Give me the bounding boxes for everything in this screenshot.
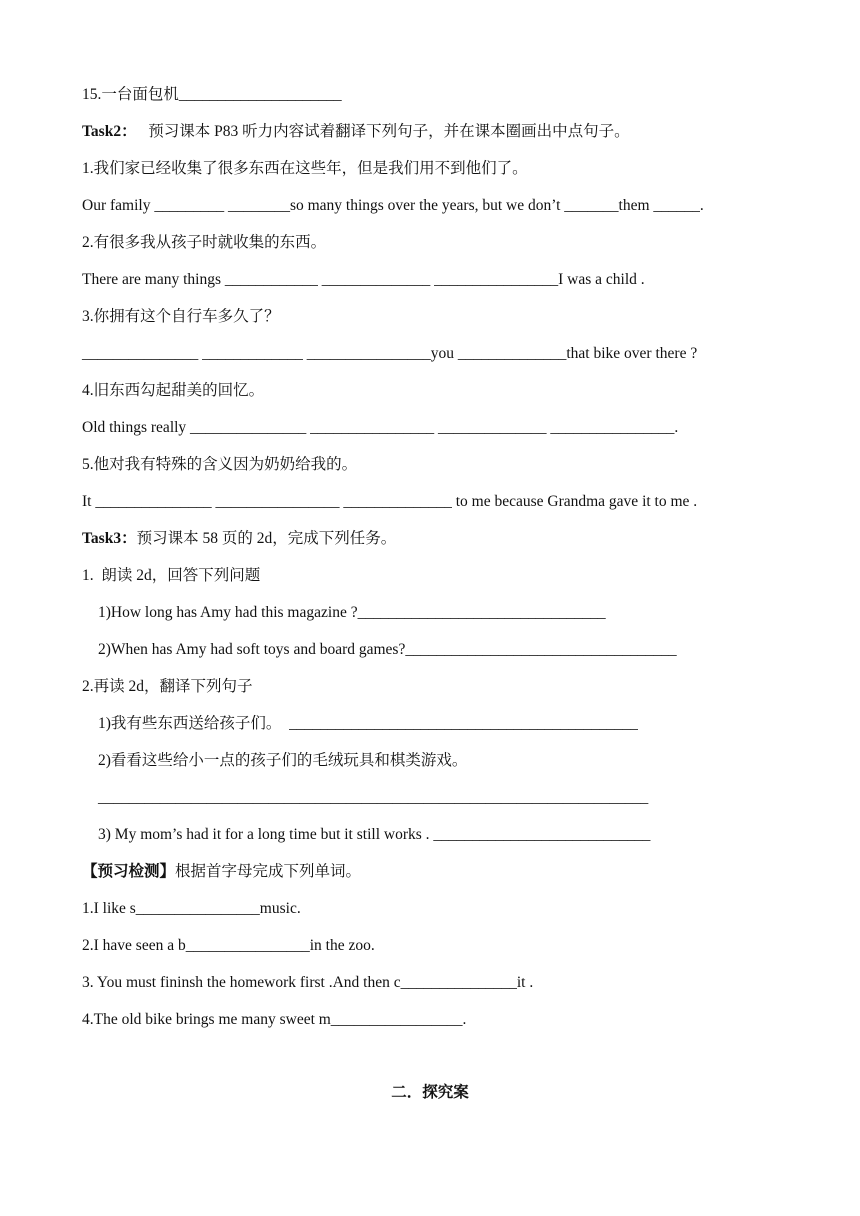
sentence-3-chinese: 3.你拥有这个自行车多久了？ xyxy=(82,308,280,325)
preview-check-text: 根据首字母完成下列单词。 xyxy=(175,863,362,880)
translate-2: 2)看看这些给小一点的孩子们的毛绒玩具和棋类游戏。 xyxy=(98,752,468,769)
task3-step-1: 1. 朗读 2d，回答下列问题 xyxy=(82,567,261,584)
sentence-2-chinese: 2.有很多我从孩子时就收集的东西。 xyxy=(82,234,327,251)
word-3: 3. You must fininsh the homework first .And then c_______________it . xyxy=(82,974,534,991)
sentence-4-english: Old things really _______________ ________________ ______________ ________________. xyxy=(82,419,679,436)
sentence-1-english: Our family _________ ________so many things over the years, but we don’t _______them ______. xyxy=(82,197,704,214)
preview-check-label: 【预习检测】 xyxy=(82,863,176,880)
task2-label: Task2： xyxy=(82,123,137,140)
task3-text: 预习课本 58 页的 2d，完成下列任务。 xyxy=(136,530,397,547)
sentence-5-english: It _______________ ________________ ______________ to me because Grandma gave it to me . xyxy=(82,493,698,510)
word-2: 2.I have seen a b________________in the zoo. xyxy=(82,937,375,954)
sentence-2-english: There are many things ____________ ______________ ________________I was a child . xyxy=(82,271,645,288)
translate-2-answer-line: _______________________________________________________________________ xyxy=(98,789,649,806)
word-4: 4.The old bike brings me many sweet m_________________. xyxy=(82,1011,467,1028)
preview-check-heading xyxy=(82,862,361,882)
question-1: 1)How long has Amy had this magazine ?________________________________ xyxy=(98,604,606,621)
question-2: 2)When has Amy had soft toys and board games?___________________________________ xyxy=(98,641,677,658)
section-title: 二．探究案 xyxy=(391,1084,469,1101)
task3-step-2: 2.再读 2d，翻译下列句子 xyxy=(82,678,253,695)
sentence-3-english: _______________ _____________ ________________you ______________that bike over there ? xyxy=(82,345,698,362)
sentence-1-chinese: 1.我们家已经收集了很多东西在这些年，但是我们用不到他们了。 xyxy=(82,160,528,177)
sentence-4-chinese: 4.旧东西勾起甜美的回忆。 xyxy=(82,382,265,399)
item-15-bread-machine: 15.一台面包机_____________________ xyxy=(82,86,342,103)
word-1: 1.I like s________________music. xyxy=(82,900,301,917)
sentence-5-chinese: 5.他对我有特殊的含义因为奶奶给我的。 xyxy=(82,456,358,473)
task3-instruction xyxy=(82,529,396,549)
task2-text: 预习课本 P83 听力内容试着翻译下列句子，并在课本圈画出中点句子。 xyxy=(136,123,630,140)
task2-instruction xyxy=(82,122,630,142)
translate-1: 1)我有些东西送给孩子们。 _____________________________________________ xyxy=(98,715,638,732)
task3-label: Task3： xyxy=(82,530,137,547)
translate-3: 3) My mom’s had it for a long time but it still works . ____________________________ xyxy=(98,826,651,843)
